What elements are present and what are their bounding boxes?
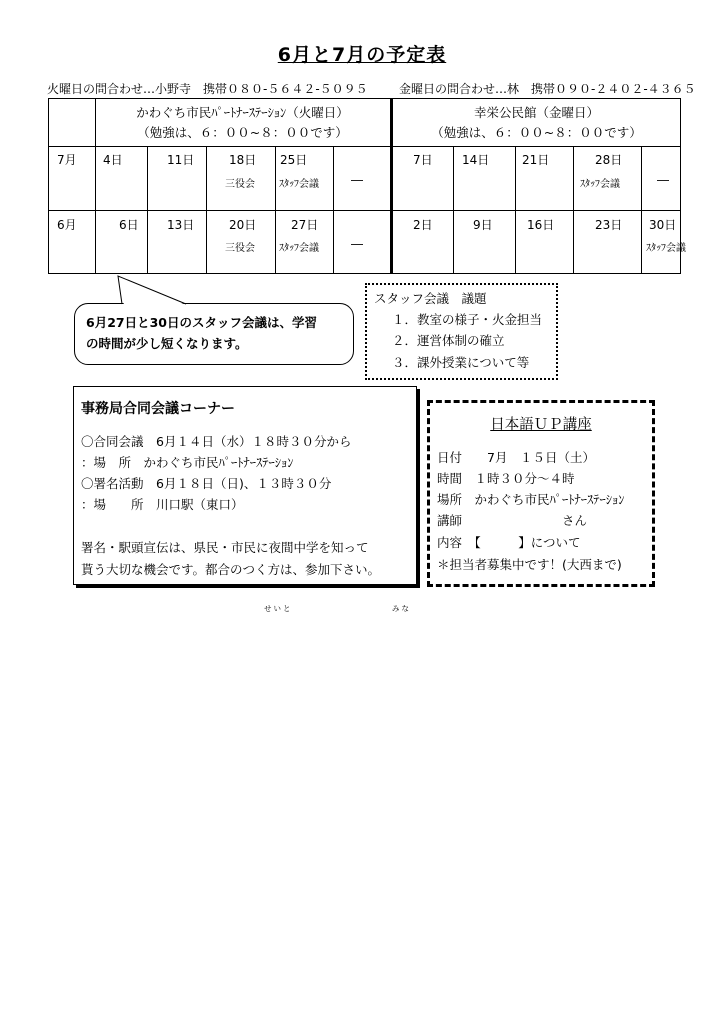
row-divider: [49, 210, 680, 211]
col-divider: [515, 146, 516, 273]
agenda-title: スタッフ会議 議題: [374, 291, 487, 306]
row2-tue-day: 6日: [119, 218, 139, 232]
agenda-item: ２．運営体制の確立: [392, 333, 505, 348]
notice-line: 6月27日と30日のスタッフ会議は、学習: [86, 315, 317, 330]
row1-month: 7月: [57, 153, 77, 167]
col-divider: [333, 146, 334, 273]
japanese-course-title: 日本語ＵＰ講座: [490, 417, 592, 433]
office-line: ：場 所 川口駅（東口）: [81, 497, 244, 512]
row-divider: [49, 146, 680, 147]
col-divider: [453, 146, 454, 273]
row2-month: 6月: [57, 218, 77, 232]
friday-hours-header: （勉強は、６：００~８：００です）: [431, 125, 642, 140]
office-line: 〇合同会議 6月１４日（水）１８時３０分から: [81, 434, 352, 449]
row2-fri-day: 23日: [595, 218, 623, 232]
row2-fri-day: 16日: [527, 218, 555, 232]
course-line: ＊担当者募集中です！(大西まで): [437, 557, 622, 572]
course-line: 時間 １時３０分～４時: [437, 471, 575, 486]
callout-pointer: [100, 272, 200, 306]
notice-callout-text: [86, 312, 351, 354]
row2-fri-day: 30日: [649, 218, 677, 232]
row1-tue-day: 4日: [103, 153, 123, 167]
course-line: 場所 かわぐち市民ﾊﾟｰﾄﾅｰｽﾃｰｼｮﾝ: [437, 492, 625, 507]
row1-fri-note: ｽﾀｯﾌ会議: [580, 179, 620, 190]
row2-fri-day: 2日: [413, 218, 433, 232]
row2-tue-note: ｽﾀｯﾌ会議: [279, 243, 319, 254]
schedule-table: [48, 98, 686, 274]
contact-friday: 金曜日の問合わせ…林 携帯０９０-２４０２-４３６５: [399, 82, 696, 96]
office-line: 署名・駅頭宣伝は、県民・市民に夜間中学を知って: [81, 540, 369, 555]
row1-fri-day: 28日: [595, 153, 623, 167]
row2-fri-note: ｽﾀｯﾌ会議: [646, 243, 686, 254]
page-title: 6月と7月の予定表: [277, 44, 447, 66]
office-line: ：場 所 かわぐち市民ﾊﾟｰﾄﾅｰｽﾃｰｼｮﾝ: [81, 455, 294, 470]
row1-fri-day: 14日: [462, 153, 490, 167]
row1-tue-note: 三役会: [225, 179, 255, 190]
row2-fri-day: 9日: [473, 218, 493, 232]
contact-tuesday: 火曜日の問合わせ…小野寺 携帯０８０-５６４２-５０９５: [47, 82, 368, 96]
col-divider: [206, 146, 207, 273]
tuesday-venue-header: かわぐち市民ﾊﾟｰﾄﾅｰｽﾃｰｼｮﾝ（火曜日）: [136, 105, 349, 120]
row1-tue-dash: ―: [351, 173, 363, 187]
office-line: 貰う大切な機会です。都合のつく方は、参加下さい。: [81, 562, 381, 577]
tuesday-hours-header: （勉強は、６：００~８：００です）: [137, 125, 348, 140]
row2-tue-day: 13日: [167, 218, 195, 232]
row1-fri-day: 7日: [413, 153, 433, 167]
row2-tue-day: 27日: [291, 218, 319, 232]
office-line: 〇署名活動 6月１８日（日)、１３時３０分: [81, 476, 332, 491]
col-divider: [147, 146, 148, 273]
row1-tue-day: 11日: [167, 153, 195, 167]
furigana: せいと: [264, 604, 293, 613]
row1-tue-day: 25日: [280, 153, 308, 167]
row2-tue-dash: ―: [351, 237, 363, 251]
agenda-item: １．教室の様子・火金担当: [392, 312, 543, 327]
course-line: 日付 7月 １５日（土）: [437, 450, 595, 465]
furigana: みな: [392, 604, 411, 613]
course-line: 内容 【 】について: [437, 535, 581, 550]
row1-tue-note: ｽﾀｯﾌ会議: [279, 179, 319, 190]
row1-tue-day: 18日: [229, 153, 257, 167]
friday-venue-header: 幸栄公民館（金曜日）: [473, 105, 599, 120]
agenda-item: ３．課外授業について等: [392, 355, 530, 370]
notice-line: の時間が少し短くなります。: [86, 336, 248, 351]
row1-fri-dash: ―: [657, 173, 669, 187]
office-corner-title: 事務局合同会議コーナー: [81, 401, 235, 417]
col-divider: [573, 146, 574, 273]
row2-tue-day: 20日: [229, 218, 257, 232]
course-line: 講師 さん: [437, 513, 588, 528]
row1-fri-day: 21日: [522, 153, 550, 167]
row2-tue-note: 三役会: [225, 243, 255, 254]
col-divider: [641, 146, 642, 273]
col-divider: [275, 146, 276, 273]
